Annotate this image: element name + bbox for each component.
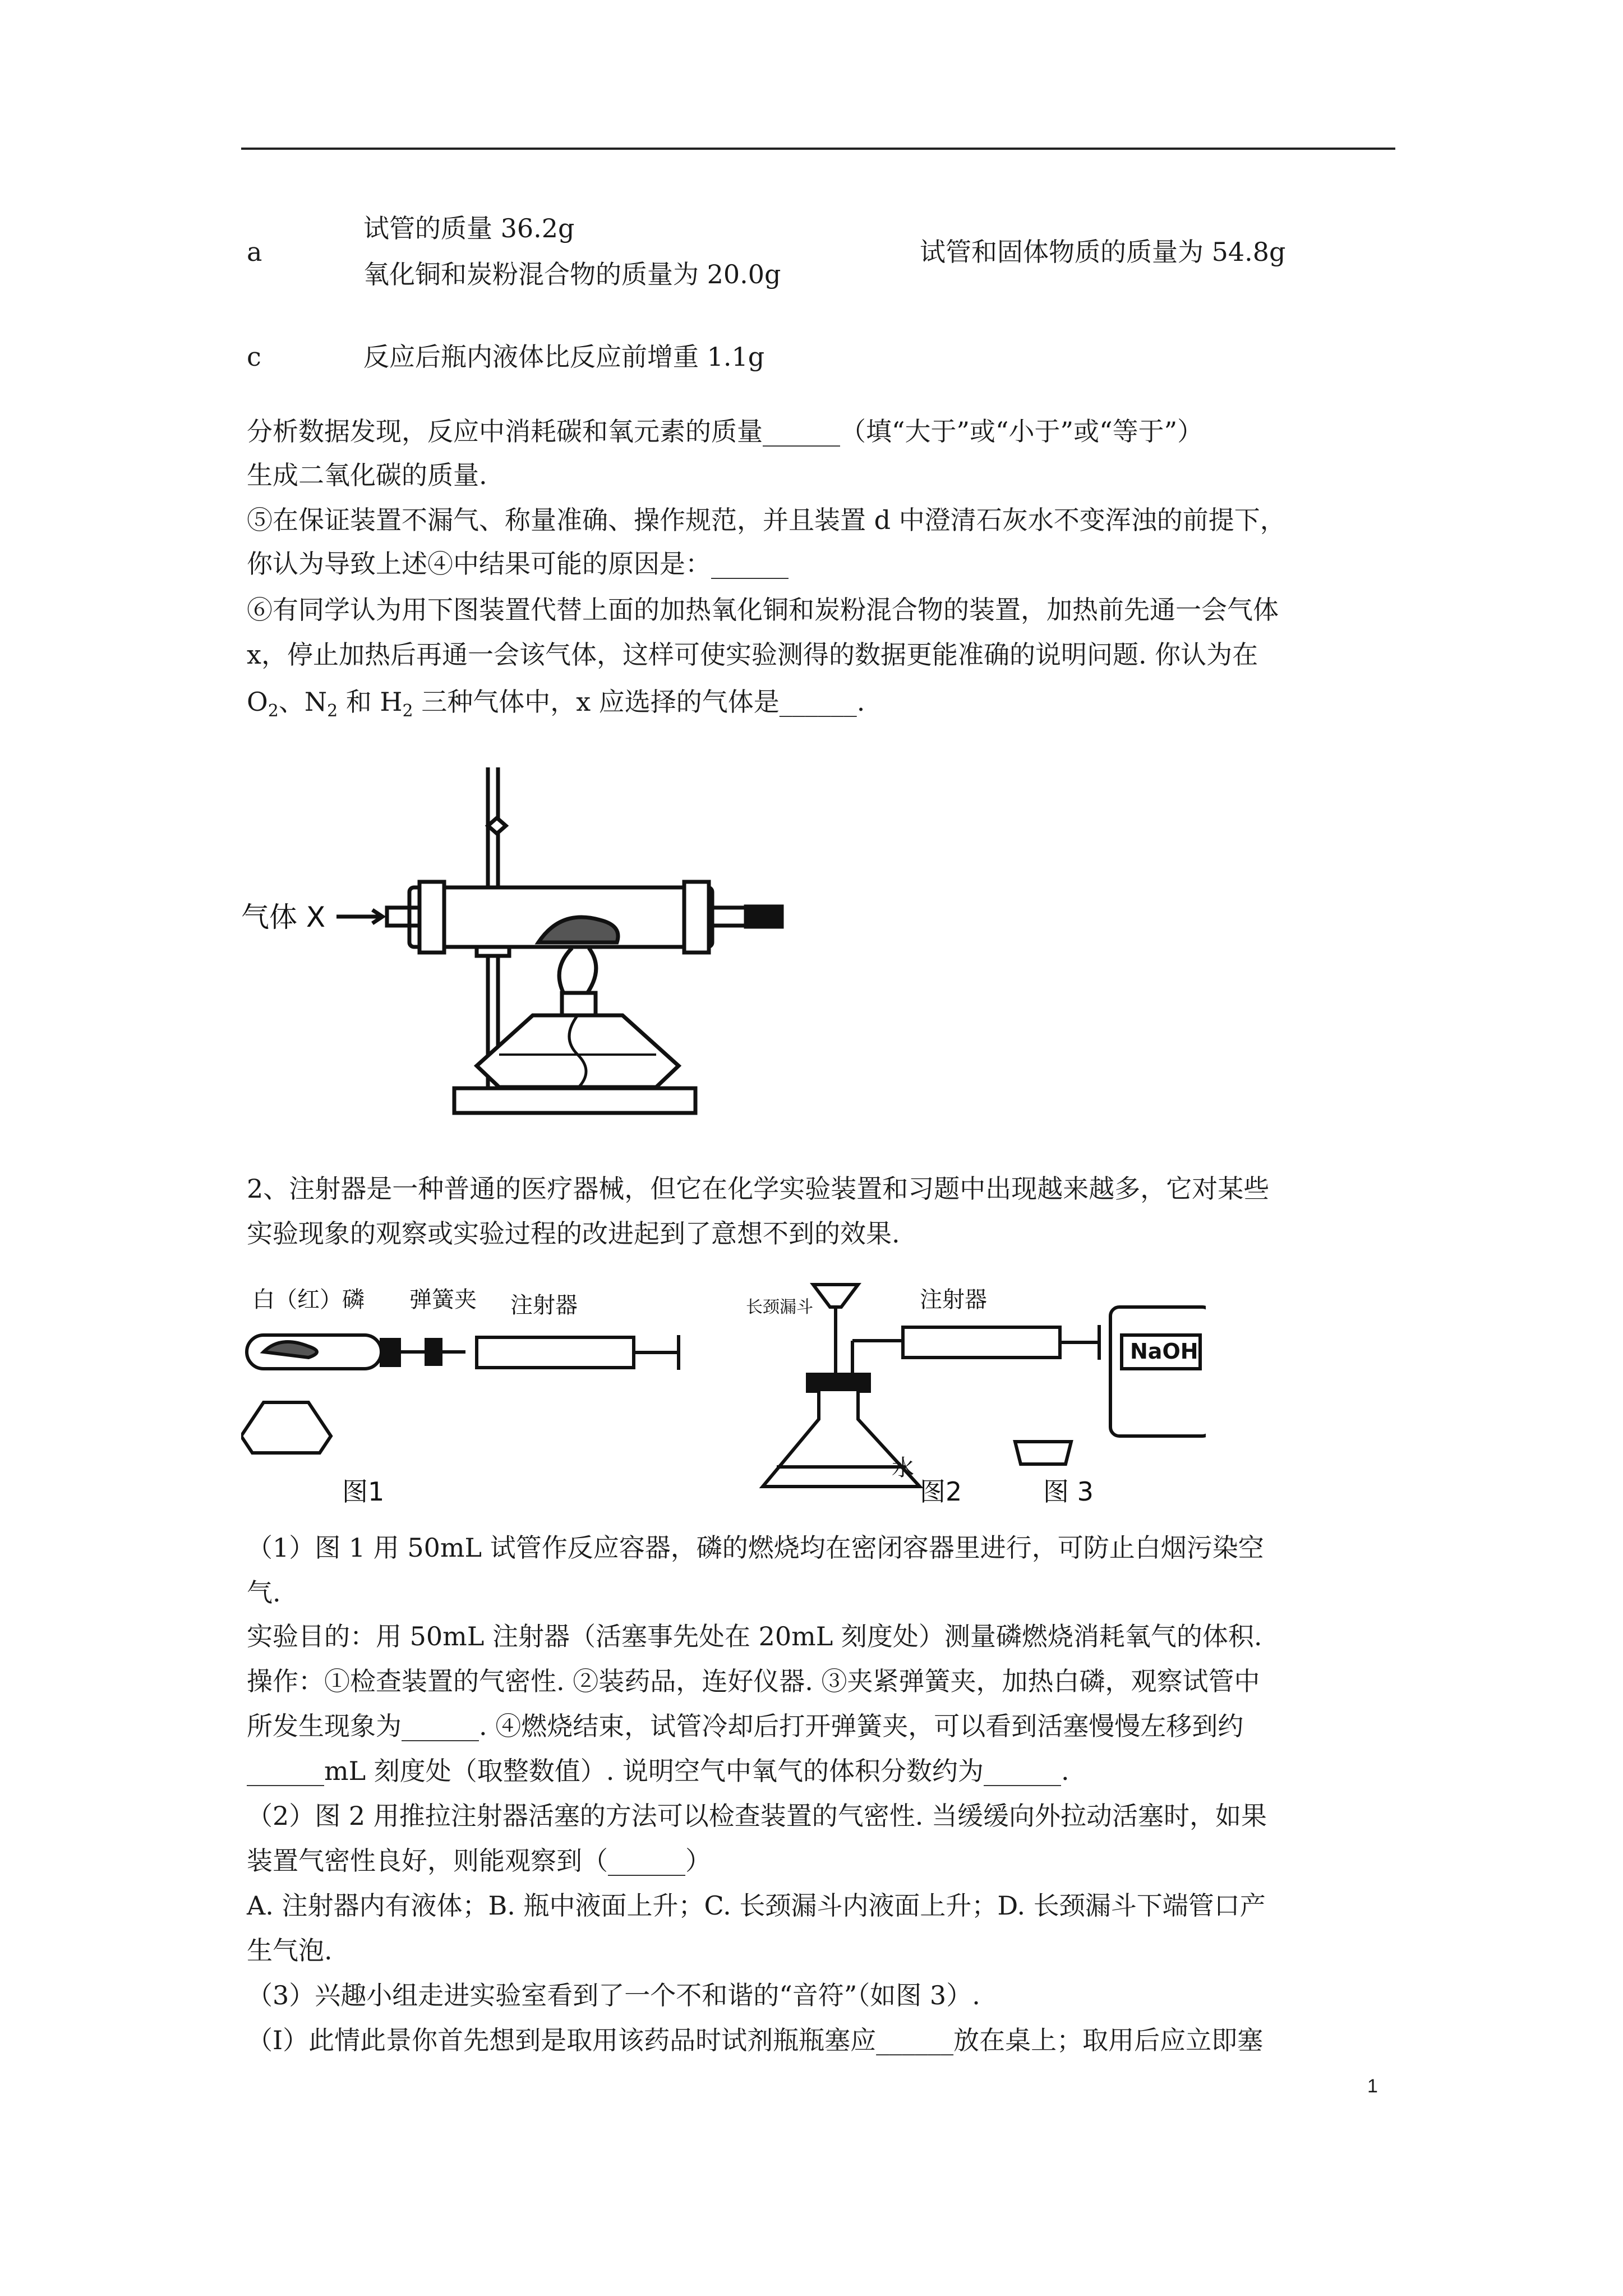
header-rule [241,148,1395,150]
row-a-tube-solid-mass: 试管和固体物质的质量为 54.8g [920,237,1286,267]
row-a-test-tube-mass: 试管的质量 36.2g [363,213,575,243]
s1-line-2: 气. [247,1577,281,1608]
gas-x-apparatus-figure [241,763,869,1133]
fig1-syringe-barrel [477,1337,634,1368]
fig3-stopper [1015,1442,1071,1464]
options-line-1: A. 注射器内有液体；B. 瓶中液面上升；C. 长颈漏斗内液面上升；D. 长颈漏斗下端管口产 [247,1890,1266,1921]
subscript: 2 [402,701,413,721]
fig1-alcohol-lamp [241,1402,331,1453]
s3-line: （3）兴趣小组走进实验室看到了一个不和谐的“音符”（如图 3）. [247,1980,980,2010]
s2-line-1: （2）图 2 用推拉注射器活塞的方法可以检查装置的气密性. 当缓缓向外拉动活塞时，如果 [247,1801,1267,1831]
aim-line: 实验目的：用 50mL 注射器（活塞事先处在 20mL 刻度处）测量磷燃烧消耗氧气的体积. [247,1621,1262,1651]
s3-part-1-line: （Ⅰ）此情此景你首先想到是取用该药品时试剂瓶瓶塞应______放在桌上；取用后应立即塞 [247,2025,1264,2055]
q6-question-tail: 三种气体中，x 应选择的气体是______. [413,687,865,717]
s2-line-2: 装置气密性良好，则能观察到（______） [247,1846,711,1876]
syringe-label-fig1: 注射器 [510,1292,578,1318]
phosphorus-label: 白（红）磷 [252,1287,365,1313]
fig3-caption: 图 3 [1043,1476,1094,1507]
right-stopper [684,882,709,953]
op-line-1: 操作：①检查装置的气密性. ②装药品，连好仪器. ③夹紧弹簧夹，加热白磷，观察试管中 [247,1666,1260,1696]
p2-line-1: 2、注射器是一种普通的医疗器械，但它在化学实验装置和习题中出现越来越多，它对某些 [247,1174,1270,1204]
fig2-stopper [808,1374,869,1391]
options-line-2: 生气泡. [247,1935,333,1966]
formula-n: 、N [278,687,328,717]
fig2-funnel [813,1285,858,1307]
fig1-caption: 图1 [342,1476,385,1507]
syringe-label-fig2: 注射器 [920,1287,987,1313]
s1-line-1: （1）图 1 用 50mL 试管作反应容器，磷的燃烧均在密闭容器里进行，可防止白烟污染空 [247,1533,1264,1563]
row-a-label: a [247,237,262,267]
fig3-reagent-bottle [1110,1307,1206,1436]
syringe-experiments-figure [241,1273,1206,1515]
formula-o: O [247,687,268,717]
row-c-label: c [247,342,261,372]
analysis-line-2: 生成二氧化碳的质量. [247,460,487,490]
fig2-syringe-barrel [903,1327,1060,1358]
q6-line-2: x，停止加热后再通一会该气体，这样可使实验测得的数据更能准确的说明问题. 你认为在 [247,639,1258,670]
op-line-2: 所发生现象为______. ④燃烧结束，试管冷却后打开弹簧夹，可以看到活塞慢慢左移到约 [247,1711,1244,1741]
fig1-stopper [381,1340,399,1365]
q5-line-1: ⑤在保证装置不漏气、称量准确、操作规范，并且装置 d 中澄清石灰水不变浑浊的前提下， [247,505,1286,535]
analysis-line-1: 分析数据发现，反应中消耗碳和氧元素的质量______（填“大于”或“小于”或“等于”） [247,416,1204,447]
formula-h: 和 H [338,687,403,717]
lamp-wick-holder [562,993,596,1015]
water-label: 水 [892,1455,914,1481]
p2-line-2: 实验现象的观察或实验过程的改进起到了意想不到的效果. [247,1218,900,1249]
left-stopper [419,882,444,953]
funnel-label: 长颈漏斗 [746,1297,813,1317]
alcohol-lamp [477,1015,679,1087]
clamp-screw [488,818,506,834]
op-line-3: ______mL 刻度处（取整数值）. 说明空气中氧气的体积分数约为______. [247,1756,1069,1786]
q6-line-3 [247,680,865,733]
subscript: 2 [268,701,279,721]
fig1-spring-clamp [426,1340,441,1364]
page-number: 1 [1367,2076,1378,2097]
naoh-bottle-label: NaOH [1130,1339,1198,1364]
spring-clamp-label: 弹簧夹 [409,1287,477,1313]
row-a-mixture-mass: 氧化铜和炭粉混合物的质量为 20.0g [363,259,781,289]
gas-x-label: 气体 X [241,901,326,933]
subscript: 2 [327,701,338,721]
fig2-caption: 图2 [920,1476,962,1507]
q6-line-1: ⑥有同学认为用下图装置代替上面的加热氧化铜和炭粉混合物的装置，加热前先通一会气体 [247,595,1279,625]
stand-base [454,1088,695,1113]
row-c-liquid-gain: 反应后瓶内液体比反应前增重 1.1g [363,342,765,372]
q5-line-2: 你认为导致上述④中结果可能的原因是：______ [247,549,789,579]
outlet-rubber [746,907,782,927]
